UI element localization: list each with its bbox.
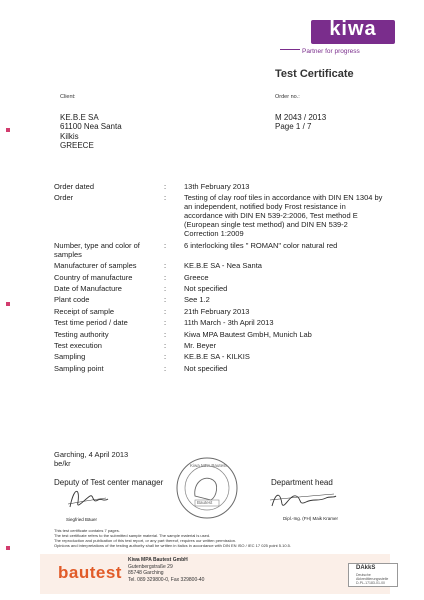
detail-value: 6 interlocking tiles " ROMAN" color natural red [184,240,338,250]
footer-line: Gutenbergstraße 29 [128,563,173,570]
detail-row [54,261,384,272]
detail-label: Testing authority [54,329,109,339]
order-no-label: Order no.: [275,94,300,100]
stamp-text-top: Kiwa MPA Bautest [190,463,227,468]
right-signature-title: Department head [271,478,333,487]
detail-separator: : [164,261,167,271]
margin-mark [6,302,10,306]
detail-separator: : [164,318,167,328]
left-signature-title: Deputy of Test center manager [54,478,164,487]
left-signature-icon [60,482,110,512]
detail-label: Order [54,193,74,203]
detail-separator: : [164,329,167,339]
right-signatory-name: Dipl.-Ing. (FH) Maik Kramer [283,516,339,521]
detail-row [54,295,384,306]
dakks-subtext [356,573,388,585]
footnotes [54,528,291,548]
place-date-block [54,450,128,468]
detail-separator: : [164,363,167,373]
client-line: KE.B.E SA [60,113,99,122]
margin-mark [6,128,10,132]
detail-separator: : [164,340,167,350]
detail-value: Not specified [184,363,228,373]
detail-row [54,193,384,240]
margin-mark [6,546,10,550]
page-title: Test Certificate [275,68,354,80]
detail-row [54,341,384,352]
reference: be/kr [54,459,71,468]
detail-separator: : [164,182,167,191]
detail-separator: : [164,240,167,250]
detail-label: Sampling point [54,363,104,373]
detail-label: Order dated [54,182,95,191]
order-number-value: M 2043 / 2013 [275,113,327,122]
detail-separator: : [164,193,167,203]
details-table [54,182,384,375]
footer-line: 85748 Garching [128,570,164,577]
detail-value: Kiwa MPA Bautest GmbH, Munich Lab [184,329,312,339]
detail-row [54,318,384,329]
footer-line: Tel. 089 329800-0, Fax 329800-40 [128,576,205,583]
detail-separator: : [164,306,167,316]
footer-address [128,557,204,583]
footnote: Opinions and interpretations of the testing authority shall be written in italics in accordance with DIN EN ISO / IEC 17 025 point 5.10.5. [54,543,292,548]
detail-label: Number, type and color of samples [54,240,140,259]
detail-value: Not specified [184,283,228,293]
detail-value: Greece [184,272,209,282]
detail-value: See 1.2 [184,295,210,305]
detail-label: Manufacturer of samples [54,261,137,271]
tagline-rule [280,49,300,50]
detail-value: KE.B.E SA - KILKIS [184,352,250,362]
detail-row [54,182,384,193]
detail-value: Testing of clay roof tiles in accordance with DIN EN 1304 by an independent, notified body Frost resistance in accordance with DIN EN 539-2:2006, Test method E (European single test method) and DIN EN 539-2 Correction 1:2009 [184,193,383,239]
detail-label: Receipt of sample [54,306,115,316]
detail-row [54,364,384,375]
footer-company: Kiwa MPA Bautest GmbH [128,557,188,563]
order-number [275,113,326,132]
detail-value: 21th February 2013 [184,306,250,316]
dakks-line: Deutsche [356,573,371,577]
detail-row [54,273,384,284]
detail-separator: : [164,272,167,282]
detail-row [54,330,384,341]
detail-separator: : [164,295,167,305]
detail-separator: : [164,283,167,293]
detail-label: Country of manufacture [54,272,133,282]
dakks-line: Akkreditierungsstelle [356,577,389,581]
client-line: GREECE [60,140,94,150]
place-date: Garching, 4 April 2013 [54,450,129,459]
footnote: The reproduction and publication of this test report, or any part thereof, requires our written permission. [54,538,237,543]
dakks-line: D-PL-17183-01-00 [356,581,385,585]
stamp-text-bottom: Bautest [197,500,213,505]
detail-label: Date of Manufacture [54,283,122,293]
detail-label: Plant code [54,295,90,305]
bautest-logo: bautest [58,563,122,582]
footnote: The test certificate refers to the submitted sample material. The sample material is used. [54,533,211,538]
logo-text: kiwa [329,18,377,40]
detail-row [54,352,384,363]
client-label: Client: [60,94,76,100]
detail-value: Mr. Beyer [184,340,217,350]
detail-label: Test execution [54,340,102,350]
detail-label: Sampling [54,352,86,362]
dakks-title: DAkkS [356,565,376,571]
client-address [60,113,122,150]
detail-row [54,284,384,295]
right-signature-icon [268,486,338,512]
tagline: Partner for progress [302,48,360,55]
left-signatory-name: Siegfried Bäuer [66,517,98,522]
detail-label: Test time period / date [54,318,128,328]
client-line: Kilkis [60,131,79,141]
footnote: This test certificate contains 7 pages. [54,528,120,533]
detail-value: 11th March - 3th April 2013 [184,318,274,328]
page-number: Page 1 / 7 [275,122,312,132]
detail-value: 13th February 2013 [184,182,250,191]
client-line: 61100 Nea Santa [60,122,122,132]
detail-row [54,241,384,261]
detail-value: KE.B.E SA - Nea Santa [184,261,262,271]
detail-separator: : [164,352,167,362]
detail-row [54,307,384,318]
